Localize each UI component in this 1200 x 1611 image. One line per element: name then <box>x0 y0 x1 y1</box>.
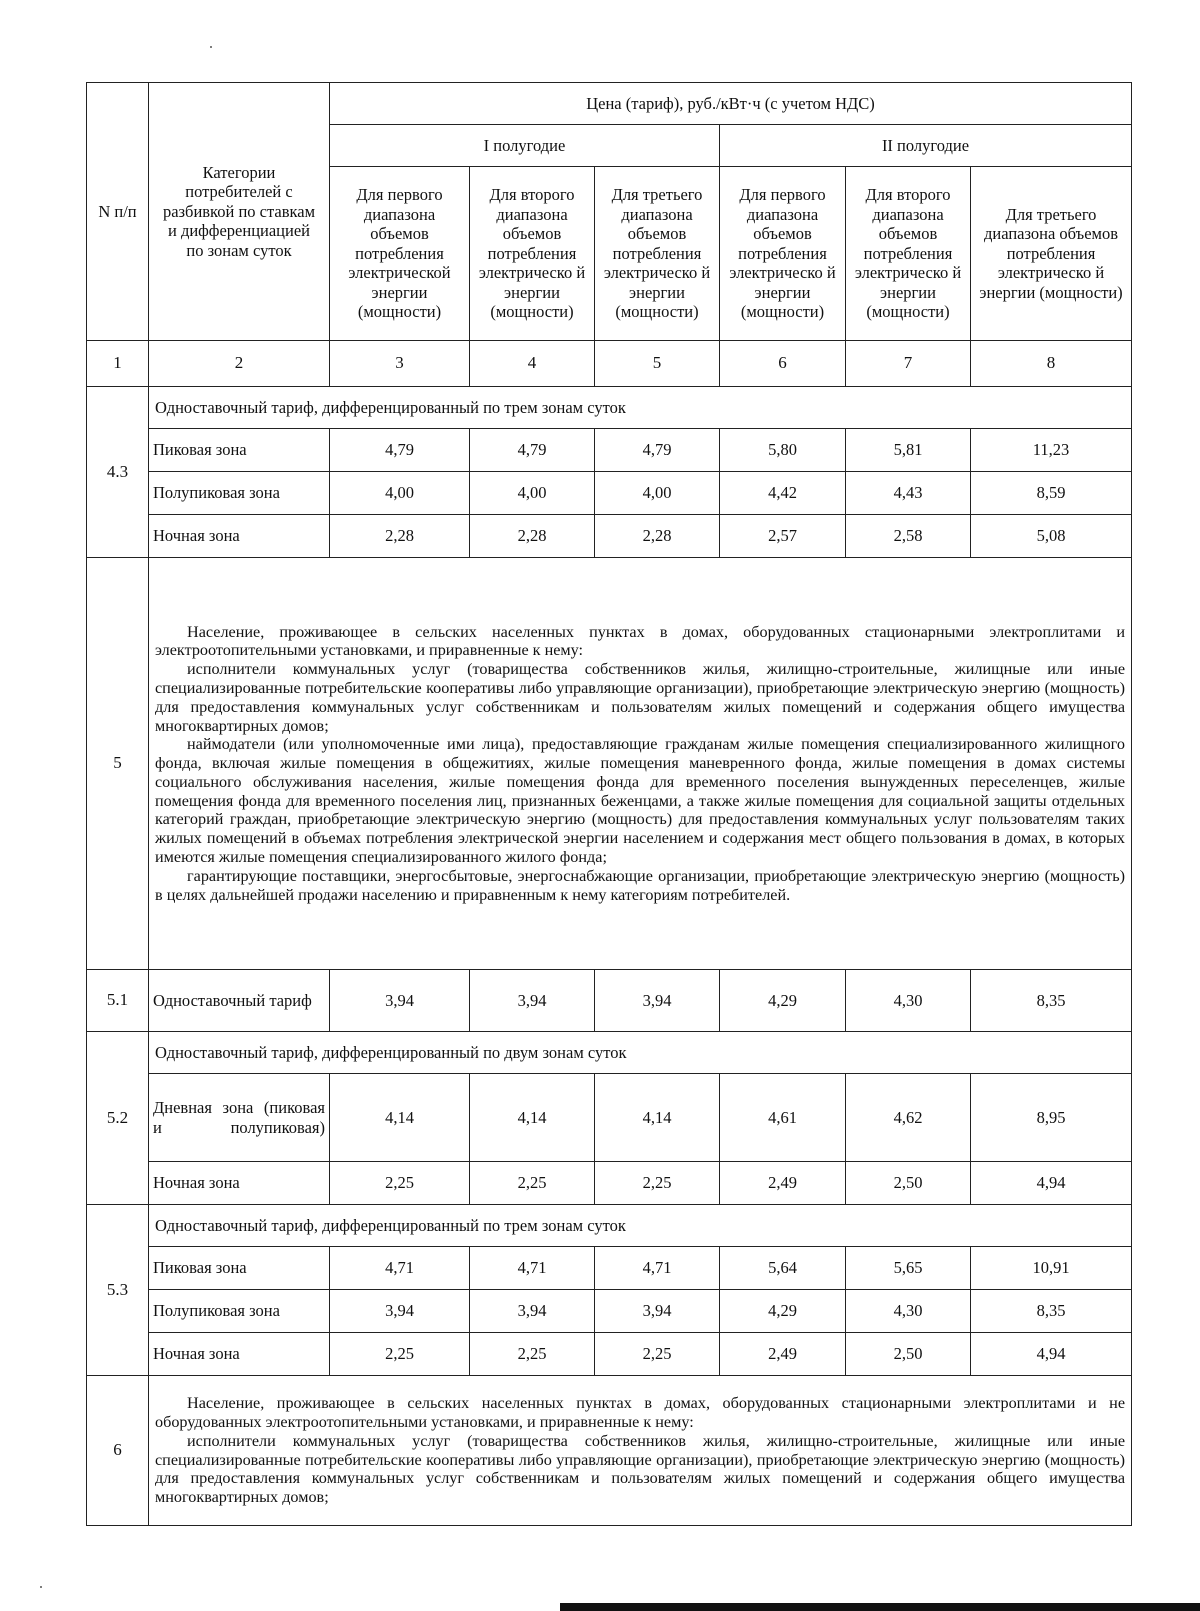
price-cell: 2,25 <box>595 1333 720 1376</box>
header-category: Категории потребителей с разбивкой по ставкам и дифференциацией по зонам суток <box>149 83 330 341</box>
price-cell: 4,00 <box>595 472 720 515</box>
price-cell: 3,94 <box>470 970 595 1032</box>
table-row <box>87 1074 1132 1162</box>
header-price-title: Цена (тариф), руб./кВт·ч (с учетом НДС) <box>330 83 1132 125</box>
zone-label: Полупиковая зона <box>149 472 330 515</box>
price-cell: 3,94 <box>595 1290 720 1333</box>
price-cell: 2,25 <box>330 1162 470 1205</box>
price-cell: 4,14 <box>330 1074 470 1162</box>
table-row <box>87 429 1132 472</box>
col-number: 6 <box>720 341 846 387</box>
table-row <box>87 1333 1132 1376</box>
header-num: N п/п <box>87 83 149 341</box>
price-cell: 4,61 <box>720 1074 846 1162</box>
header-range-3: Для третьего диапазона объемов потребления электрическо й энергии (мощности) <box>595 167 720 341</box>
zone-label: Дневная зона (пиковая и полупиковая) <box>149 1074 330 1162</box>
price-cell: 3,94 <box>330 970 470 1032</box>
category-description <box>149 1376 1132 1526</box>
zone-label: Пиковая зона <box>149 429 330 472</box>
row-number: 5.2 <box>87 1032 149 1205</box>
price-cell: 4,62 <box>846 1074 971 1162</box>
price-cell: 4,71 <box>470 1247 595 1290</box>
price-cell: 8,95 <box>971 1074 1132 1162</box>
price-cell: 4,71 <box>595 1247 720 1290</box>
price-cell: 11,23 <box>971 429 1132 472</box>
price-cell: 2,25 <box>595 1162 720 1205</box>
price-cell: 5,64 <box>720 1247 846 1290</box>
header-range-4: Для первого диапазона объемов потребления электрическо й энергии (мощности) <box>720 167 846 341</box>
col-number: 4 <box>470 341 595 387</box>
col-number: 5 <box>595 341 720 387</box>
price-cell: 4,94 <box>971 1333 1132 1376</box>
price-cell: 4,79 <box>470 429 595 472</box>
price-cell: 4,00 <box>470 472 595 515</box>
header-range-1: Для первого диапазона объемов потребления электрической энергии (мощности) <box>330 167 470 341</box>
scan-speck <box>210 46 212 48</box>
price-cell: 2,50 <box>846 1162 971 1205</box>
zone-label: Пиковая зона <box>149 1247 330 1290</box>
price-cell: 4,94 <box>971 1162 1132 1205</box>
description-paragraph: Население, проживающее в сельских населенных пунктах в домах, оборудованных стационарными электроплитами и не оборудованных электроотопительными установками, и приравненные к нему: <box>155 1394 1126 1431</box>
row-number: 6 <box>87 1376 149 1526</box>
category-description <box>149 558 1132 970</box>
section-title: Одноставочный тариф, дифференцированный по трем зонам суток <box>149 1205 1132 1247</box>
price-cell: 4,79 <box>595 429 720 472</box>
description-paragraph: исполнители коммунальных услуг (товарищества собственников жилья, жилищно-строительные, жилищные или иные специализированные потребительские кооперативы либо управляющие организации), приобретающие электрическую энергию (мощность) для предоставления коммунальных услуг собственникам и пользователям жилых помещений и содержания общего имущества многоквартирных домов; <box>155 660 1126 735</box>
price-cell: 2,28 <box>470 515 595 558</box>
col-number: 1 <box>87 341 149 387</box>
price-cell: 2,28 <box>330 515 470 558</box>
price-cell: 8,35 <box>971 970 1132 1032</box>
price-cell: 2,58 <box>846 515 971 558</box>
header-half-1: I полугодие <box>330 125 720 167</box>
zone-label: Ночная зона <box>149 1333 330 1376</box>
row-number: 4.3 <box>87 387 149 558</box>
description-paragraph: исполнители коммунальных услуг (товарищества собственников жилья, жилищно-строительные, жилищные или иные специализированные потребительские кооперативы либо управляющие организации), приобретающие электрическую энергию (мощность) для предоставления коммунальных услуг собственникам и пользователям жилых помещений и содержания общего имущества многоквартирных домов; <box>155 1431 1126 1507</box>
tariff-label: Одноставочный тариф <box>149 970 330 1032</box>
price-cell: 2,25 <box>470 1162 595 1205</box>
price-cell: 5,81 <box>846 429 971 472</box>
col-number: 8 <box>971 341 1132 387</box>
col-number: 3 <box>330 341 470 387</box>
header-range-5: Для второго диапазона объемов потребления электрическо й энергии (мощности) <box>846 167 971 341</box>
price-cell: 8,35 <box>971 1290 1132 1333</box>
tariff-table <box>86 82 1132 1526</box>
price-cell: 4,00 <box>330 472 470 515</box>
header-half-2: II полугодие <box>720 125 1132 167</box>
price-cell: 2,57 <box>720 515 846 558</box>
price-cell: 4,14 <box>595 1074 720 1162</box>
price-cell: 2,25 <box>470 1333 595 1376</box>
price-cell: 4,71 <box>330 1247 470 1290</box>
price-cell: 2,49 <box>720 1162 846 1205</box>
scan-speck <box>40 1586 42 1588</box>
price-cell: 2,49 <box>720 1333 846 1376</box>
zone-label: Полупиковая зона <box>149 1290 330 1333</box>
table-row <box>87 472 1132 515</box>
header-range-2: Для второго диапазона объемов потребления электрическо й энергии (мощности) <box>470 167 595 341</box>
price-cell: 5,80 <box>720 429 846 472</box>
price-cell: 5,65 <box>846 1247 971 1290</box>
col-number: 7 <box>846 341 971 387</box>
price-cell: 4,30 <box>846 1290 971 1333</box>
price-cell: 4,30 <box>846 970 971 1032</box>
section-title: Одноставочный тариф, дифференцированный по трем зонам суток <box>149 387 1132 429</box>
description-paragraph: гарантирующие поставщики, энергосбытовые, энергоснабжающие организации, приобретающие электрическую энергию (мощность) в целях дальнейшей продажи населению и приравненным к нему категориям потребителей. <box>155 866 1126 904</box>
row-number: 5.3 <box>87 1205 149 1376</box>
price-cell: 4,43 <box>846 472 971 515</box>
zone-label: Ночная зона <box>149 1162 330 1205</box>
table-row <box>87 1247 1132 1290</box>
price-cell: 4,79 <box>330 429 470 472</box>
price-cell: 3,94 <box>595 970 720 1032</box>
zone-label: Ночная зона <box>149 515 330 558</box>
price-cell: 3,94 <box>330 1290 470 1333</box>
table-row <box>87 1290 1132 1333</box>
price-cell: 4,42 <box>720 472 846 515</box>
price-cell: 4,29 <box>720 970 846 1032</box>
col-number: 2 <box>149 341 330 387</box>
header-range-6: Для третьего диапазона объемов потребления электрическо й энергии (мощности) <box>971 167 1132 341</box>
price-cell: 2,28 <box>595 515 720 558</box>
price-cell: 3,94 <box>470 1290 595 1333</box>
price-cell: 4,29 <box>720 1290 846 1333</box>
price-cell: 2,25 <box>330 1333 470 1376</box>
price-cell: 8,59 <box>971 472 1132 515</box>
scan-edge-line <box>560 1603 1200 1611</box>
description-paragraph: Население, проживающее в сельских населенных пунктах в домах, оборудованных стационарными электроплитами и электроотопительными установками, и приравненные к нему: <box>155 622 1126 660</box>
table-row <box>87 515 1132 558</box>
row-number: 5 <box>87 558 149 970</box>
table-row <box>87 970 1132 1032</box>
price-cell: 2,50 <box>846 1333 971 1376</box>
section-title: Одноставочный тариф, дифференцированный по двум зонам суток <box>149 1032 1132 1074</box>
description-paragraph: наймодатели (или уполномоченные ими лица), предоставляющие гражданам жилые помещения специализированного жилищного фонда, включая жилые помещения в общежитиях, жилые помещения маневренного фонда, жилые помещения в домах системы социального обслуживания населения, жилые помещения фонда для временного поселения вынужденных переселенцев, жилые помещения фонда для временного поселения лиц, признанных беженцами, а также жилые помещения для социальной защиты отдельных категорий граждан, приобретающие электрическую энергию (мощность) для предоставления коммунальных услуг пользователям таких жилых помещений в объемах потребления электрической энергии населением и содержания мест общего пользования в домах, в которых имеются жилые помещения специализированного жилого фонда; <box>155 735 1126 867</box>
table-row <box>87 1162 1132 1205</box>
price-cell: 4,14 <box>470 1074 595 1162</box>
price-cell: 10,91 <box>971 1247 1132 1290</box>
row-number: 5.1 <box>87 970 149 1032</box>
price-cell: 5,08 <box>971 515 1132 558</box>
